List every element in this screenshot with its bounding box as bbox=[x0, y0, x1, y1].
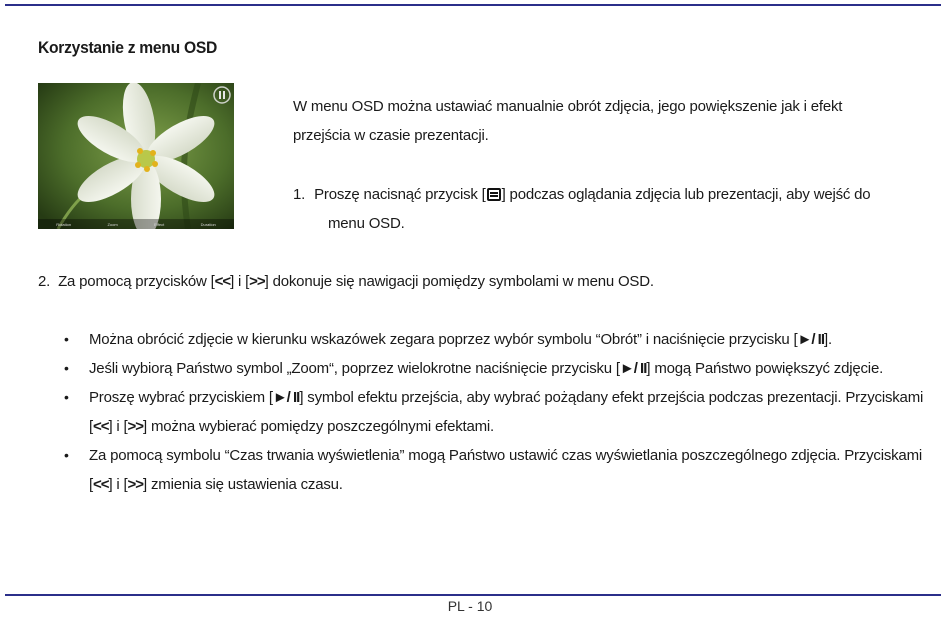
prev-button-icon: << bbox=[92, 418, 109, 435]
step-2 bbox=[38, 267, 654, 296]
bullet-3-text-a: Proszę wybrać przyciskiem [ bbox=[89, 389, 273, 406]
play-pause-icon: ►/ II bbox=[797, 331, 824, 348]
bullet-3-text-d: ] i [ bbox=[108, 418, 128, 435]
photo-toolbar bbox=[38, 219, 234, 229]
bullet-4-text-d: ] i [ bbox=[108, 476, 128, 493]
step-2-text-a: Za pomocą przycisków [ bbox=[58, 273, 215, 290]
toolbar-effect: Effect bbox=[154, 221, 165, 227]
bullet-2-text-b: ] mogą Państwo powiększyć zdjęcie. bbox=[646, 360, 884, 377]
step-2-text-c: ] dokonuje się nawigacji pomiędzy symbolami w menu OSD. bbox=[264, 273, 654, 290]
top-rule bbox=[5, 4, 941, 6]
toolbar-duration: Duration bbox=[200, 221, 216, 227]
intro-line-2: przejścia w czasie prezentacji. bbox=[293, 127, 489, 144]
bottom-rule bbox=[5, 594, 941, 596]
step-1-number: 1. bbox=[293, 186, 306, 203]
play-pause-icon: ►/ II bbox=[272, 389, 300, 406]
flower-illustration bbox=[38, 83, 234, 229]
flower-photo bbox=[38, 83, 234, 229]
bullet-rotate bbox=[38, 325, 923, 354]
bullet-3-text-b: ] symbol efektu przejścia, aby wybrać pożądany efekt przejścia podczas prezentacji. Przyciskami bbox=[299, 389, 924, 406]
bullet-duration bbox=[38, 441, 923, 499]
menu-button-icon bbox=[487, 188, 501, 201]
bullet-effect bbox=[38, 383, 923, 441]
bullet-4-text-e: ] zmienia się ustawienia czasu. bbox=[143, 476, 343, 493]
toolbar-zoom: Zoom bbox=[107, 221, 118, 227]
bullet-list bbox=[38, 325, 923, 499]
bullet-dot: • bbox=[64, 360, 69, 376]
step-1-line-2: menu OSD. bbox=[328, 215, 405, 232]
bullet-3-text-e: ] można wybierać pomiędzy poszczególnymi efektami. bbox=[143, 418, 495, 435]
intro-paragraph bbox=[293, 92, 842, 150]
bullet-1-text-a: Można obrócić zdjęcie w kierunku wskazówek zegara poprzez wybór symbolu “Obrót” i naciśnięcie przycisku [ bbox=[89, 331, 798, 348]
bullet-4-text-a: Za pomocą symbolu “Czas trwania wyświetlenia” mogą Państwo ustawić czas wyświetlania poszczególnego zdjęcia. Przyciskami bbox=[89, 447, 923, 464]
section-title: Korzystanie z menu OSD bbox=[38, 38, 218, 57]
page-number: PL - 10 bbox=[447, 598, 493, 614]
bullet-1-text-b: ]. bbox=[824, 331, 832, 348]
step-1-text-b: ] podczas oglądania zdjęcia lub prezentacji, aby wejść do bbox=[501, 186, 871, 203]
step-2-text-b: ] i [ bbox=[230, 273, 250, 290]
next-button-icon: >> bbox=[249, 273, 265, 290]
play-pause-icon: ►/ II bbox=[619, 360, 647, 377]
bullet-dot: • bbox=[64, 389, 69, 405]
prev-button-icon: << bbox=[92, 476, 109, 493]
toolbar-rotation: Rotation bbox=[56, 221, 72, 227]
bullet-4-text-c: [ bbox=[89, 476, 93, 493]
bullet-3-text-c: [ bbox=[89, 418, 93, 435]
step-1-text-a: Proszę nacisnąć przycisk [ bbox=[314, 186, 486, 203]
next-button-icon: >> bbox=[127, 418, 144, 435]
prev-button-icon: << bbox=[214, 273, 231, 290]
next-button-icon: >> bbox=[127, 476, 144, 493]
bullet-dot: • bbox=[64, 331, 69, 347]
bullet-dot: • bbox=[64, 447, 69, 463]
step-2-number: 2. bbox=[38, 273, 51, 290]
intro-line-1: W menu OSD można ustawiać manualnie obrót zdjęcia, jego powiększenie jak i efekt bbox=[293, 98, 843, 115]
bullet-2-text-a: Jeśli wybiorą Państwo symbol „Zoom“, poprzez wielokrotne naciśnięcie przycisku [ bbox=[89, 360, 620, 377]
bullet-zoom bbox=[38, 354, 923, 383]
step-1 bbox=[293, 180, 870, 238]
